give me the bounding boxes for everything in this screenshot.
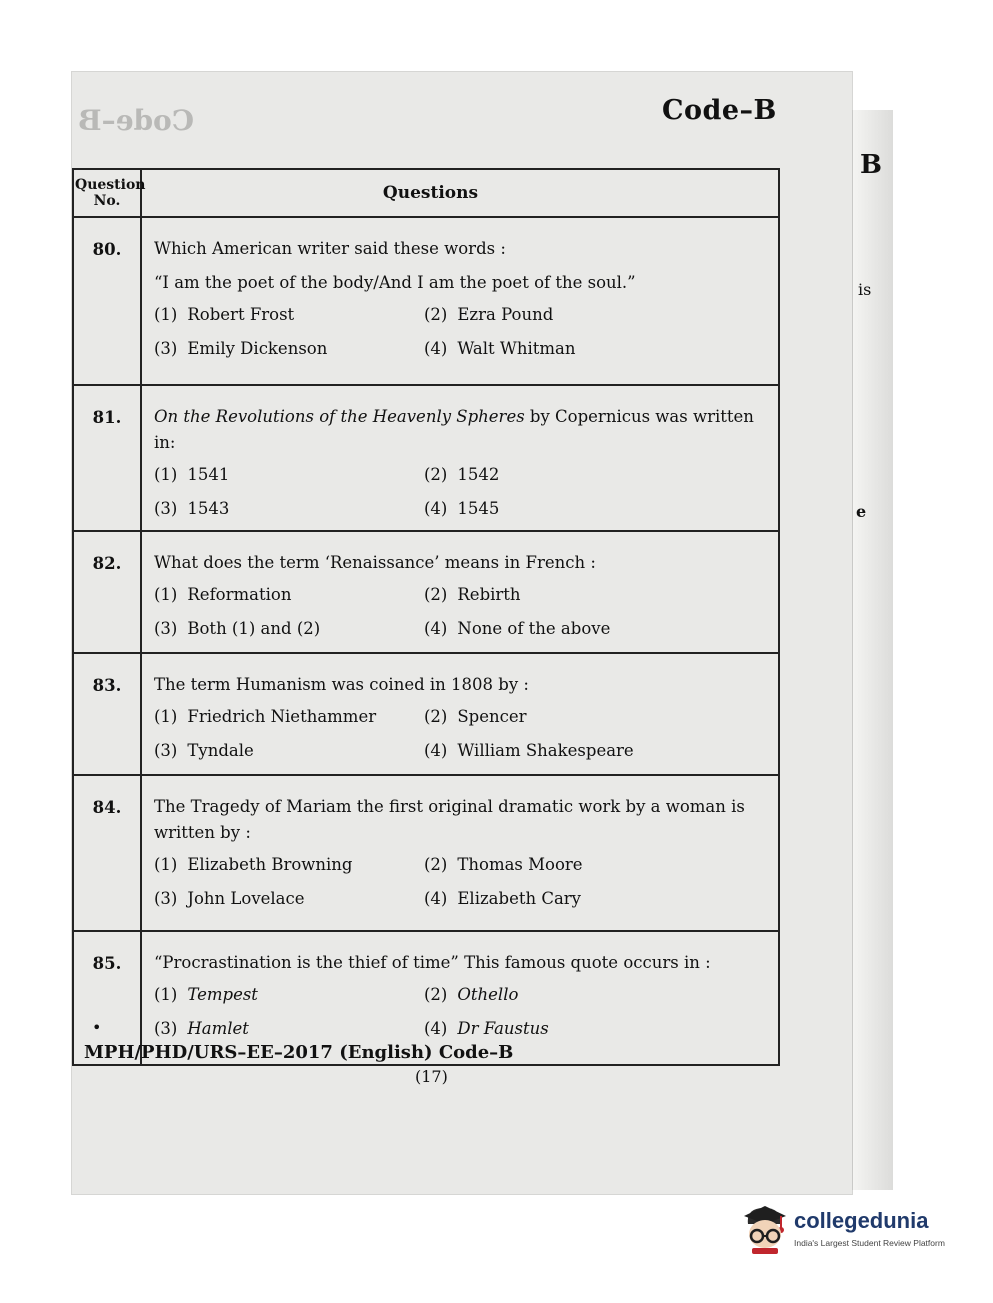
question-stem-title: On the Revolutions of the Heavenly Spheres: [154, 407, 525, 426]
question-content: [141, 653, 779, 775]
question-stem: “Procrastination is the thief of time” This famous quote occurs in :: [154, 953, 711, 972]
side-letter-is: is: [858, 280, 872, 299]
option-item[interactable]: [154, 740, 424, 762]
option-label: (3): [154, 741, 178, 760]
question-number: 82.: [73, 531, 141, 653]
option-text: None of the above: [457, 619, 611, 638]
option-item[interactable]: [424, 984, 770, 1006]
option-item[interactable]: [154, 464, 424, 486]
option-text: Ezra Pound: [457, 305, 554, 324]
option-item[interactable]: [424, 498, 770, 520]
question-stem: The term Humanism was coined in 1808 by :: [154, 675, 529, 694]
option-label: (4): [424, 339, 448, 358]
question-content: [141, 775, 779, 931]
questions-table: [72, 168, 780, 1066]
option-text: Robert Frost: [187, 305, 295, 324]
option-label: (2): [424, 465, 448, 484]
option-label: (1): [154, 465, 178, 484]
question-stem: The Tragedy of Mariam the first original dramatic work by a woman is written by :: [154, 797, 745, 842]
question-content: [141, 217, 779, 385]
option-label: (1): [154, 707, 178, 726]
option-item[interactable]: [154, 584, 424, 606]
bullet-mark: •: [92, 1018, 102, 1037]
option-item[interactable]: [424, 338, 770, 360]
paper-code-header: Code–B: [662, 95, 777, 126]
options-grid: [154, 854, 770, 910]
brand-name: collegedunia: [794, 1208, 929, 1233]
option-text: Walt Whitman: [457, 339, 576, 358]
option-text: Thomas Moore: [457, 855, 583, 874]
option-label: (3): [154, 1019, 178, 1038]
option-text: Dr Faustus: [457, 1019, 549, 1038]
question-row: [73, 531, 779, 653]
option-item[interactable]: [424, 740, 770, 762]
option-label: (3): [154, 499, 178, 518]
option-item[interactable]: [154, 498, 424, 520]
option-label: (2): [424, 585, 448, 604]
option-label: (2): [424, 305, 448, 324]
option-item[interactable]: [424, 304, 770, 326]
options-grid: [154, 984, 770, 1040]
question-stem: Which American writer said these words :: [154, 239, 506, 258]
option-label: (4): [424, 1019, 448, 1038]
table-header-row: [73, 169, 779, 217]
option-item[interactable]: [154, 338, 424, 360]
question-stem: [154, 404, 770, 456]
option-text: Othello: [457, 985, 519, 1004]
option-item[interactable]: [154, 618, 424, 640]
option-item[interactable]: [424, 618, 770, 640]
option-label: (3): [154, 339, 178, 358]
option-label: (2): [424, 855, 448, 874]
option-text: 1541: [187, 465, 230, 484]
option-item[interactable]: [154, 888, 424, 910]
option-label: (1): [154, 585, 178, 604]
option-text: 1545: [457, 499, 500, 518]
option-text: Hamlet: [187, 1019, 249, 1038]
question-content: [141, 385, 779, 531]
option-label: (1): [154, 985, 178, 1004]
bleed-through-code: Code–B: [78, 104, 195, 137]
option-text: Spencer: [457, 707, 527, 726]
option-text: William Shakespeare: [457, 741, 634, 760]
option-item[interactable]: [424, 1018, 770, 1040]
question-number: 84.: [73, 775, 141, 931]
options-grid: [154, 464, 770, 520]
option-item[interactable]: [424, 464, 770, 486]
options-grid: [154, 706, 770, 762]
option-text: John Lovelace: [187, 889, 305, 908]
option-text: Friedrich Niethammer: [187, 707, 377, 726]
options-grid: [154, 584, 770, 640]
option-item[interactable]: [154, 706, 424, 728]
mascot-icon: [738, 1202, 792, 1258]
option-item[interactable]: [424, 888, 770, 910]
option-text: Emily Dickenson: [187, 339, 328, 358]
question-row: [73, 653, 779, 775]
question-number: 83.: [73, 653, 141, 775]
option-label: (2): [424, 985, 448, 1004]
option-label: (2): [424, 707, 448, 726]
question-stem: What does the term ‘Renaissance’ means in French :: [154, 553, 596, 572]
question-stem-rest: by Copernicus was written in:: [154, 407, 754, 452]
option-label: (4): [424, 889, 448, 908]
question-row: [73, 217, 779, 385]
question-number: 80.: [73, 217, 141, 385]
side-letter-e: e: [856, 502, 867, 521]
option-item[interactable]: [154, 304, 424, 326]
page-number: (17): [415, 1067, 448, 1086]
option-text: Rebirth: [457, 585, 521, 604]
column-header-questions: Questions: [141, 169, 779, 217]
option-item[interactable]: [424, 854, 770, 876]
option-text: Both (1) and (2): [187, 619, 321, 638]
column-header-question-no: Question No.: [73, 169, 141, 217]
option-label: (1): [154, 855, 178, 874]
option-item[interactable]: [154, 854, 424, 876]
option-item[interactable]: [424, 584, 770, 606]
option-text: 1542: [457, 465, 500, 484]
option-text: Elizabeth Cary: [457, 889, 582, 908]
brand-tagline: India's Largest Student Review Platform: [794, 1238, 945, 1248]
question-content: [141, 531, 779, 653]
question-quote: “I am the poet of the body/And I am the poet of the soul.”: [154, 273, 636, 292]
footer-paper-code: MPH/PHD/URS–EE–2017 (English) Code–B: [84, 1042, 514, 1063]
option-label: (4): [424, 499, 448, 518]
option-label: (3): [154, 889, 178, 908]
option-text: Tempest: [187, 985, 258, 1004]
option-label: (4): [424, 741, 448, 760]
option-text: 1543: [187, 499, 230, 518]
question-row: [73, 775, 779, 931]
adjacent-sheet-edge: [852, 110, 893, 1190]
option-label: (1): [154, 305, 178, 324]
brand-logo[interactable]: [738, 1200, 968, 1260]
side-letter-b: B: [860, 150, 882, 180]
option-item[interactable]: [154, 1018, 424, 1040]
option-text: Reformation: [187, 585, 292, 604]
question-number: 85.: [73, 931, 141, 1065]
option-text: Elizabeth Browning: [187, 855, 353, 874]
option-item[interactable]: [154, 984, 424, 1006]
option-label: (4): [424, 619, 448, 638]
question-number: 81.: [73, 385, 141, 531]
question-row: [73, 385, 779, 531]
option-text: Tyndale: [187, 741, 254, 760]
option-item[interactable]: [424, 706, 770, 728]
option-label: (3): [154, 619, 178, 638]
options-grid: [154, 304, 770, 360]
